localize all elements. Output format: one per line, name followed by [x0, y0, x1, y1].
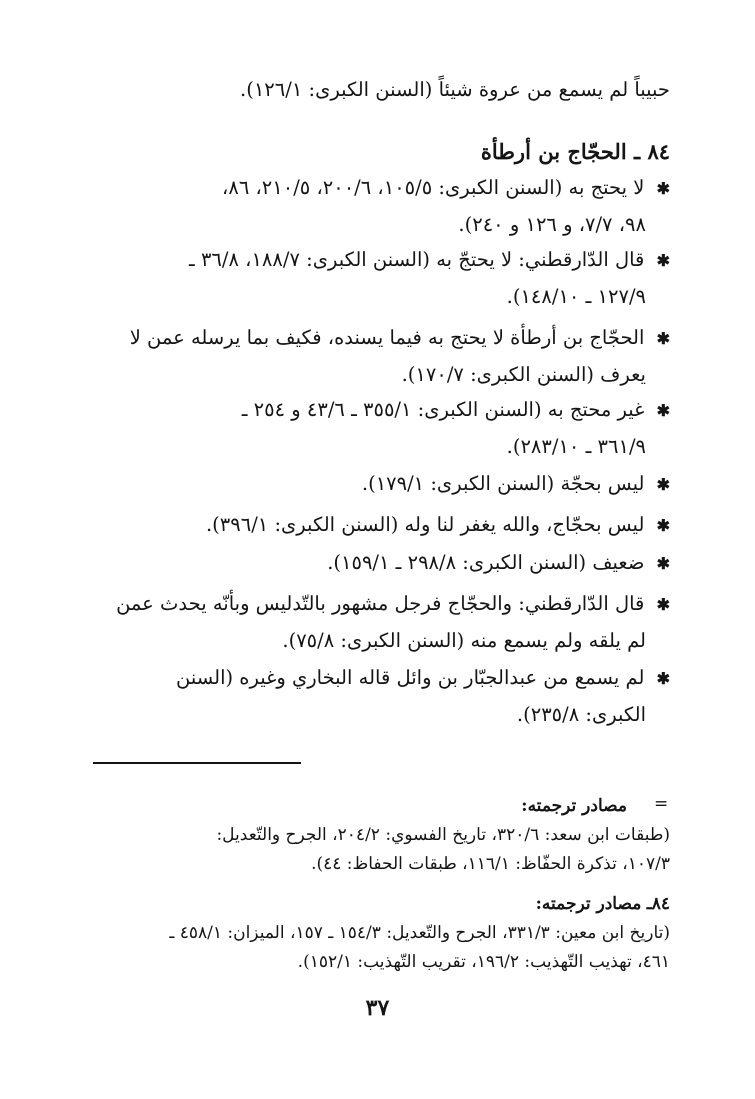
footnote-title: مصادر ترجمته:	[521, 796, 627, 816]
footnote-line: (تاريخ ابن معين: ٣٣١/٣، الجرح والتّعديل: ١٥٤/٣ ـ ١٥٧، الميزان: ٤٥٨/١ ـ	[169, 923, 670, 943]
item-line: ضعيف (السنن الكبرى: ٢٩٨/٨ ـ ١٥٩/١).	[327, 551, 645, 574]
item-line: قال الدّارقطني: والحجّاج فرجل مشهور بالتّدليس وبأنّه يحدث عمن	[116, 592, 645, 615]
footnote-separator	[93, 762, 301, 764]
footnote-1-body	[88, 821, 670, 879]
list-item	[88, 466, 670, 503]
item-line-continued: ١٢٧/٩ ـ ١٤٨/١٠).	[506, 285, 646, 308]
list-item	[88, 545, 670, 582]
item-line-continued: ٣٦١/٩ ـ ٢٨٣/١٠).	[506, 435, 646, 458]
list-item	[88, 242, 670, 315]
list-item	[88, 660, 670, 733]
list-item	[88, 392, 670, 465]
item-line: لا يحتج به (السنن الكبرى: ١٠٥/٥، ٢٠٠/٦، ٢١٠/٥، ٨٦،	[222, 176, 645, 199]
continuation-line: حبيباً لم يسمع من عروة شيئاً (السنن الكبرى: ١٢٦/١).	[240, 78, 670, 101]
item-line: الحجّاج بن أرطأة لا يحتج به فيما يسنده، فكيف بما يرسله عمن لا	[129, 326, 645, 349]
item-line: ليس بحجّة (السنن الكبرى: ١٧٩/١).	[361, 472, 645, 495]
item-line-continued: يعرف (السنن الكبرى: ١٧٠/٧).	[401, 363, 646, 386]
item-line-continued: الكبرى: ٢٣٥/٨).	[516, 703, 646, 726]
item-line-continued: ٩٨، ٧/٧، و ١٢٦ و ٢٤٠).	[458, 213, 646, 236]
item-line: لم يسمع من عبدالجبّار بن وائل قاله البخاري وغيره (السنن	[176, 666, 645, 689]
footnote-line: ١٠٧/٣، تذكرة الحفّاظ: ١١٦/١، طبقات الحفاظ: ٤٤).	[311, 854, 670, 874]
entry-heading: ٨٤ ـ الحجّاج بن أرطأة	[480, 139, 670, 164]
item-line-continued: لم يلقه ولم يسمع منه (السنن الكبرى: ٧٥/٨).	[282, 629, 646, 652]
page-number: ٣٧	[365, 995, 390, 1021]
list-item	[88, 320, 670, 393]
footnote-2	[88, 890, 670, 977]
list-item	[88, 170, 670, 243]
footnote-title: مصادر ترجمته:	[535, 894, 642, 914]
item-line: قال الدّارقطني: لا يحتجّ به (السنن الكبرى: ١٨٨/٧، ٣٦/٨ ـ	[189, 248, 645, 271]
list-item	[88, 507, 670, 544]
item-line: غير محتج به (السنن الكبرى: ٣٥٥/١ ـ ٤٣/٦ و ٢٥٤ ـ	[241, 398, 645, 421]
list-item	[88, 586, 670, 659]
footnote-line: ٤٦١، تهذيب التّهذيب: ١٩٦/٢، تقريب التّهذيب: ١٥٢/١).	[297, 952, 670, 972]
footnote-1	[87, 792, 627, 821]
footnote-number: ٨٤ـ	[646, 894, 670, 914]
footnote-line: (طبقات ابن سعد: ٣٢٠/٦، تاريخ الفسوي: ٢٠٤/٢، الجرح والتّعديل:	[216, 825, 670, 845]
item-line: ليس بحجّاج، والله يغفر لنا وله (السنن الكبرى: ٣٩٦/١).	[205, 513, 645, 536]
continuation-marker: =	[654, 794, 669, 814]
